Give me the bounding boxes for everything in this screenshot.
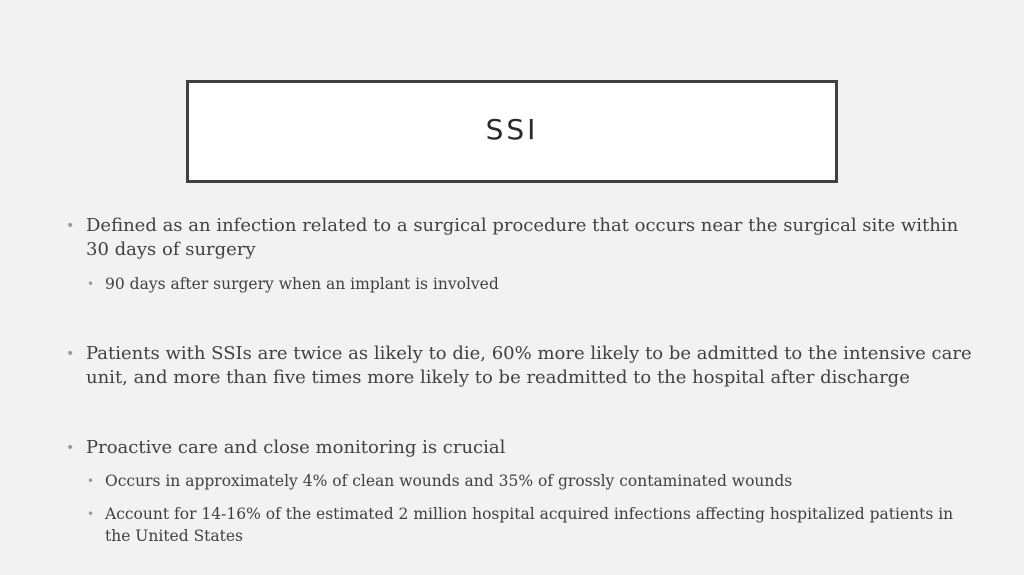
sub-bullet-dot-icon: • [87, 474, 95, 488]
slide-title: SSI [485, 113, 539, 146]
sub-bullet-dot-icon: • [87, 507, 95, 521]
bullet-dot-icon: • [66, 440, 75, 456]
bullet-text: Proactive care and close monitoring is crucial [86, 437, 506, 458]
bullet-text: Defined as an infection related to a surgical procedure that occurs near the surgical site within 30 days of surgery [86, 215, 959, 260]
sub-bullet-dot-icon: • [87, 277, 95, 291]
bullet-dot-icon: • [66, 346, 75, 362]
sub-bullet-item [87, 273, 975, 295]
bullet-dot-icon: • [66, 218, 75, 234]
sub-bullet-item [87, 470, 975, 492]
bullet-item [66, 436, 976, 460]
bullet-item [66, 214, 976, 262]
sub-bullet-text: 90 days after surgery when an implant is involved [105, 275, 499, 293]
sub-bullet-text: Occurs in approximately 4% of clean wounds and 35% of grossly contaminated wounds [105, 472, 793, 490]
sub-bullet-item [87, 503, 975, 547]
bullet-item [66, 342, 976, 390]
sub-bullet-text: Account for 14-16% of the estimated 2 million hospital acquired infections affecting hospitalized patients in the United States [105, 505, 954, 545]
bullet-text: Patients with SSIs are twice as likely to die, 60% more likely to be admitted to the intensive care unit, and more than five times more likely to be readmitted to the hospital after discharge [86, 343, 972, 388]
